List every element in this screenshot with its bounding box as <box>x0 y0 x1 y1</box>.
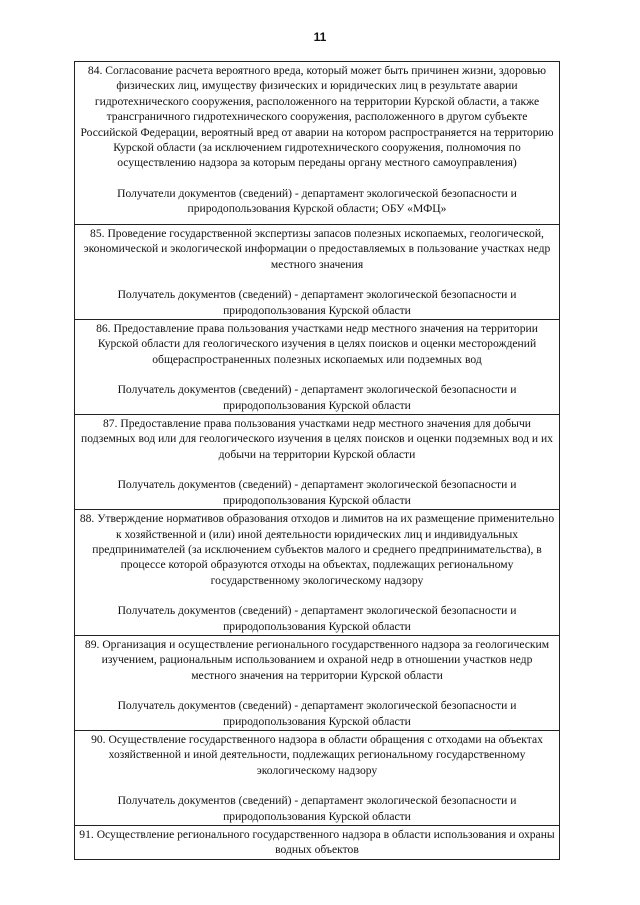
entry-87-title: 87. Предоставление права пользования участками недр местного значения для добычи подземных вод или для геологического изучения в целях поисков и оценки подземных вод и их добычи на территории Курской области <box>81 417 553 461</box>
services-table <box>74 61 560 860</box>
entry-84-title: 84. Согласование расчета вероятного вреда, который может быть причинен жизни, здоровью физических лиц, имуществу физических и юридических лиц в результате аварии гидротехнического сооружения, расположенного на территории Курской области, а также трансграничного гидротехнического сооружения, расположенного в другом субъекте Российской Федерации, вероятный вред от аварии на котором распространяется на территорию Курской области (за исключением гидротехнического сооружения, полномочия по осуществлению надзора за которым переданы органу местного самоуправления) <box>80 64 554 170</box>
entry-89-title: 89. Организация и осуществление регионального государственного надзора за геологическим изучением, рациональным использованием и охраной недр в отношении участков недр местного значения на территории Курской области <box>84 637 550 682</box>
entry-85-title: 85. Проведение государственной экспертизы запасов полезных ископаемых, геологической, экономической и экологической информации о предоставляемых в пользование участках недр местного значения <box>83 227 551 271</box>
entry-85-cell <box>75 225 560 320</box>
entry-86-cell <box>75 320 560 415</box>
entry-87-cell <box>75 415 560 510</box>
entry-90-title: 90. Осуществление государственного надзора в области обращения с отходами на объектах хозяйственной и иной деятельности, подлежащих региональному государственному экологическому надзору <box>91 732 543 777</box>
entry-84-recipient: Получатели документов (сведений) - департамент экологической безопасности и природопользования Курской области; ОБУ «МФЦ» <box>117 186 517 216</box>
entry-91-cell <box>75 826 560 860</box>
entry-88-cell <box>75 510 560 636</box>
table-row <box>75 225 560 320</box>
entry-84-cell <box>75 62 560 225</box>
table-row <box>75 320 560 415</box>
entry-91-title: 91. Осуществление регионального государственного надзора в области использования и охраны водных объектов <box>79 828 555 857</box>
table-row <box>75 62 560 225</box>
table-row <box>75 826 560 860</box>
entry-86-title: 86. Предоставление права пользования участками недр местного значения на территории Курской области для геологического изучения в целях поисков и оценки месторождений общераспространенных полезных ископаемых или подземных вод <box>96 322 538 366</box>
page-number: 11 <box>313 30 327 44</box>
entry-89-cell <box>75 635 560 730</box>
entry-85-recipient: Получатель документов (сведений) - департамент экологической безопасности и природопользования Курской области <box>117 288 517 317</box>
entry-86-recipient: Получатель документов (сведений) - департамент экологической безопасности и природопользования Курской области <box>117 383 517 412</box>
table-row <box>75 510 560 636</box>
entry-90-recipient: Получатель документов (сведений) - департамент экологической безопасности и природопользования Курской области <box>117 794 517 823</box>
table-row <box>75 635 560 730</box>
table-row <box>75 415 560 510</box>
entry-89-recipient: Получатель документов (сведений) - департамент экологической безопасности и природопользования Курской области <box>117 699 517 728</box>
entry-88-recipient: Получатель документов (сведений) - департамент экологической безопасности и природопользования Курской области <box>117 604 517 633</box>
entry-87-recipient: Получатель документов (сведений) - департамент экологической безопасности и природопользования Курской области <box>117 478 517 507</box>
entry-90-cell <box>75 730 560 825</box>
entry-88-title: 88. Утверждение нормативов образования отходов и лимитов на их размещение применительно к хозяйственной и (или) иной деятельности юридических лиц и индивидуальных предпринимателей (за исключением субъектов малого и среднего предпринимательства), в процессе которой образуются отходы на объектах, подлежащих региональному государственному экологическому надзору <box>79 512 555 587</box>
table-row <box>75 730 560 825</box>
